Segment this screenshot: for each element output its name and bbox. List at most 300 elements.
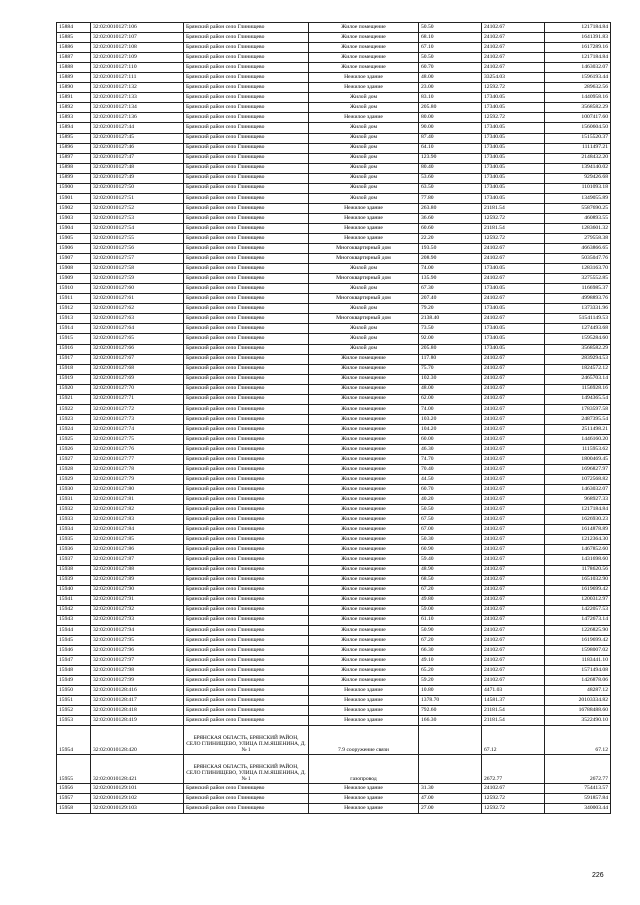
object-type-cell: Нежилое здание bbox=[309, 83, 419, 93]
object-type-cell: Жилое помещение bbox=[309, 63, 419, 73]
unit-price-cell: 17340.05 bbox=[482, 193, 545, 203]
cadastral-value-cell: 1226825.90 bbox=[545, 625, 611, 635]
address-cell: Брянский район село Глинищево bbox=[184, 394, 309, 404]
area-cell: 68.10 bbox=[419, 33, 482, 43]
unit-price-cell: 12592.72 bbox=[482, 213, 545, 223]
area-cell: 90.00 bbox=[419, 123, 482, 133]
table-row bbox=[57, 575, 611, 585]
row-number-cell: 15944 bbox=[57, 625, 91, 635]
object-type-cell: Жилой дом bbox=[309, 163, 419, 173]
area-cell: 65.20 bbox=[419, 666, 482, 676]
cadastral-number-cell: 32:02:0010127:94 bbox=[91, 625, 184, 635]
row-number-cell: 15942 bbox=[57, 605, 91, 615]
area-cell: 193.50 bbox=[419, 244, 482, 254]
cadastral-number-cell: 32:02:0010127:98 bbox=[91, 666, 184, 676]
area-cell: 74.70 bbox=[419, 455, 482, 465]
area-cell: 60.90 bbox=[419, 545, 482, 555]
address-cell: Брянский район село Глинищево bbox=[184, 666, 309, 676]
unit-price-cell: 17340.05 bbox=[482, 123, 545, 133]
unit-price-cell: 24102.67 bbox=[482, 404, 545, 414]
area-cell: 50.90 bbox=[419, 625, 482, 635]
table-row bbox=[57, 545, 611, 555]
address-cell: Брянский район село Глинищево bbox=[184, 364, 309, 374]
table-row bbox=[57, 666, 611, 676]
area-cell: 67.10 bbox=[419, 43, 482, 53]
object-type-cell: Жилое помещение bbox=[309, 23, 419, 33]
row-number-cell: 15905 bbox=[57, 233, 91, 243]
cadastral-number-cell: 32:02:0010127:84 bbox=[91, 525, 184, 535]
object-type-cell: Жилой дом bbox=[309, 133, 419, 143]
object-type-cell: Жилое помещение bbox=[309, 354, 419, 364]
unit-price-cell: 17340.05 bbox=[482, 304, 545, 314]
cadastral-number-cell: 32:02:0010127:91 bbox=[91, 595, 184, 605]
address-cell: Брянский район село Глинищево bbox=[184, 635, 309, 645]
cadastral-number-cell: 32:02:0010127:71 bbox=[91, 394, 184, 404]
cadastral-number-cell: 32:02:0010127:51 bbox=[91, 193, 184, 203]
cadastral-value-cell: 1217184.84 bbox=[545, 23, 611, 33]
cadastral-number-cell: 32:02:0010127:92 bbox=[91, 605, 184, 615]
cadastral-number-cell: 32:02:0010127:95 bbox=[91, 635, 184, 645]
object-type-cell: Нежилое здание bbox=[309, 73, 419, 83]
table-row bbox=[57, 284, 611, 294]
table-row bbox=[57, 404, 611, 414]
unit-price-cell: 24102.67 bbox=[482, 565, 545, 575]
table-row bbox=[57, 133, 611, 143]
table-row bbox=[57, 726, 611, 755]
object-type-cell: Жилой дом bbox=[309, 193, 419, 203]
unit-price-cell: 12592.72 bbox=[482, 83, 545, 93]
unit-price-cell: 24102.67 bbox=[482, 274, 545, 284]
table-row bbox=[57, 334, 611, 344]
object-type-cell: Жилое помещение bbox=[309, 655, 419, 665]
row-number-cell: 15920 bbox=[57, 384, 91, 394]
address-cell: Брянский район село Глинищево bbox=[184, 804, 309, 814]
unit-price-cell: 24102.67 bbox=[482, 575, 545, 585]
table-row bbox=[57, 625, 611, 635]
unit-price-cell: 2672.77 bbox=[482, 755, 545, 784]
cadastral-number-cell: 32:02:0010127:99 bbox=[91, 676, 184, 686]
cadastral-value-cell: 1111497.21 bbox=[545, 143, 611, 153]
table-row bbox=[57, 304, 611, 314]
address-cell: Брянский район село Глинищево bbox=[184, 304, 309, 314]
address-cell: Брянский район село Глинищево bbox=[184, 465, 309, 475]
object-type-cell: Жилое помещение bbox=[309, 384, 419, 394]
cadastral-number-cell: 32:02:0010127:65 bbox=[91, 334, 184, 344]
unit-price-cell: 21181.54 bbox=[482, 706, 545, 716]
row-number-cell: 15940 bbox=[57, 585, 91, 595]
cadastral-number-cell: 32:02:0010127:93 bbox=[91, 615, 184, 625]
cadastral-number-cell: 32:02:0010127:59 bbox=[91, 274, 184, 284]
cadastral-value-cell: 1696827.97 bbox=[545, 465, 611, 475]
row-number-cell: 15897 bbox=[57, 153, 91, 163]
page-number: 226 bbox=[592, 872, 604, 879]
cadastral-value-cell: 1217184.84 bbox=[545, 505, 611, 515]
area-cell: 60.70 bbox=[419, 63, 482, 73]
address-cell: Брянский район село Глинищево bbox=[184, 113, 309, 123]
object-type-cell: Жилой дом bbox=[309, 334, 419, 344]
object-type-cell: Жилое помещение bbox=[309, 535, 419, 545]
area-cell: 60.00 bbox=[419, 434, 482, 444]
object-type-cell: Многоквартирный дом bbox=[309, 314, 419, 324]
row-number-cell: 15941 bbox=[57, 595, 91, 605]
area-cell: 60.60 bbox=[419, 223, 482, 233]
row-number-cell: 15935 bbox=[57, 535, 91, 545]
object-type-cell: 7.9 сооружение связи bbox=[309, 726, 419, 755]
object-type-cell: Жилое помещение bbox=[309, 475, 419, 485]
cadastral-number-cell: 32:02:0010127:109 bbox=[91, 53, 184, 63]
unit-price-cell: 24102.67 bbox=[482, 374, 545, 384]
area-cell: 87.40 bbox=[419, 133, 482, 143]
unit-price-cell: 12592.72 bbox=[482, 794, 545, 804]
unit-price-cell: 24102.67 bbox=[482, 384, 545, 394]
table-row bbox=[57, 676, 611, 686]
table-row bbox=[57, 63, 611, 73]
cadastral-number-cell: 32:02:0010129:101 bbox=[91, 784, 184, 794]
cadastral-number-cell: 32:02:0010127:44 bbox=[91, 123, 184, 133]
unit-price-cell: 24102.67 bbox=[482, 635, 545, 645]
cadastral-number-cell: 32:02:0010127:97 bbox=[91, 655, 184, 665]
cadastral-value-cell: 1446160.20 bbox=[545, 434, 611, 444]
cadastral-value-cell: 1422057.53 bbox=[545, 605, 611, 615]
unit-price-cell: 24102.67 bbox=[482, 645, 545, 655]
table-row bbox=[57, 475, 611, 485]
table-row bbox=[57, 635, 611, 645]
row-number-cell: 15908 bbox=[57, 264, 91, 274]
area-cell: 36.60 bbox=[419, 213, 482, 223]
cadastral-value-cell: 1472673.14 bbox=[545, 615, 611, 625]
table-row bbox=[57, 535, 611, 545]
address-cell: Брянский район село Глинищево bbox=[184, 475, 309, 485]
cadastral-number-cell: 32:02:0010127:47 bbox=[91, 153, 184, 163]
table-row bbox=[57, 264, 611, 274]
unit-price-cell: 17340.05 bbox=[482, 103, 545, 113]
address-cell: Брянский район село Глинищево bbox=[184, 173, 309, 183]
table-row bbox=[57, 324, 611, 334]
unit-price-cell: 21181.54 bbox=[482, 716, 545, 726]
object-type-cell: Нежилое здание bbox=[309, 696, 419, 706]
area-cell: 59.20 bbox=[419, 676, 482, 686]
unit-price-cell: 24102.67 bbox=[482, 676, 545, 686]
row-number-cell: 15952 bbox=[57, 706, 91, 716]
address-cell: Брянский район село Глинищево bbox=[184, 314, 309, 324]
object-type-cell: Нежилое здание bbox=[309, 804, 419, 814]
row-number-cell: 15932 bbox=[57, 505, 91, 515]
row-number-cell: 15919 bbox=[57, 374, 91, 384]
cadastral-number-cell: 32:02:0010129:102 bbox=[91, 794, 184, 804]
cadastral-value-cell: 3275552.85 bbox=[545, 274, 611, 284]
area-cell: 59.40 bbox=[419, 555, 482, 565]
area-cell: 31.30 bbox=[419, 784, 482, 794]
unit-price-cell: 24102.67 bbox=[482, 625, 545, 635]
cadastral-number-cell: 32:02:0010129:103 bbox=[91, 804, 184, 814]
object-type-cell: Многоквартирный дом bbox=[309, 294, 419, 304]
cadastral-number-cell: 32:02:0010127:56 bbox=[91, 244, 184, 254]
row-number-cell: 15909 bbox=[57, 274, 91, 284]
cadastral-number-cell: 32:02:0010127:46 bbox=[91, 143, 184, 153]
area-cell: 207.40 bbox=[419, 294, 482, 304]
address-cell: Брянский район село Глинищево bbox=[184, 706, 309, 716]
area-cell: 64.10 bbox=[419, 143, 482, 153]
area-cell: 2138.40 bbox=[419, 314, 482, 324]
object-type-cell: Жилое помещение bbox=[309, 515, 419, 525]
object-type-cell: Многоквартирный дом bbox=[309, 274, 419, 284]
cadastral-value-cell: 1783597.58 bbox=[545, 404, 611, 414]
object-type-cell: Жилое помещение bbox=[309, 525, 419, 535]
unit-price-cell: 24102.67 bbox=[482, 364, 545, 374]
table-row bbox=[57, 23, 611, 33]
cadastral-value-cell: 2672.77 bbox=[545, 755, 611, 784]
cadastral-value-cell: 279558.38 bbox=[545, 233, 611, 243]
cadastral-value-cell: 16788488.60 bbox=[545, 706, 611, 716]
table-row bbox=[57, 605, 611, 615]
table-row bbox=[57, 374, 611, 384]
address-cell: Брянский район село Глинищево bbox=[184, 284, 309, 294]
table-row bbox=[57, 585, 611, 595]
object-type-cell: Жилой дом bbox=[309, 284, 419, 294]
area-cell: 50.50 bbox=[419, 505, 482, 515]
row-number-cell: 15930 bbox=[57, 485, 91, 495]
address-cell: Брянский район село Глинищево bbox=[184, 645, 309, 655]
area-cell: 61.10 bbox=[419, 615, 482, 625]
table-row bbox=[57, 384, 611, 394]
cadastral-value-cell: 1614878.89 bbox=[545, 525, 611, 535]
row-number-cell: 15929 bbox=[57, 475, 91, 485]
unit-price-cell: 24102.67 bbox=[482, 655, 545, 665]
area-cell: 79.20 bbox=[419, 304, 482, 314]
object-type-cell: Нежилое здание bbox=[309, 716, 419, 726]
object-type-cell: Жилой дом bbox=[309, 304, 419, 314]
object-type-cell: Жилое помещение bbox=[309, 465, 419, 475]
cadastral-value-cell: 1800469.45 bbox=[545, 455, 611, 465]
table-row bbox=[57, 414, 611, 424]
cadastral-number-cell: 32:02:0010128:419 bbox=[91, 716, 184, 726]
cadastral-value-cell: 1515520.37 bbox=[545, 133, 611, 143]
address-cell: Брянский район село Глинищево bbox=[184, 716, 309, 726]
unit-price-cell: 12592.72 bbox=[482, 113, 545, 123]
table-row bbox=[57, 233, 611, 243]
unit-price-cell: 24102.67 bbox=[482, 595, 545, 605]
object-type-cell: Многоквартирный дом bbox=[309, 244, 419, 254]
table-row bbox=[57, 73, 611, 83]
table-row bbox=[57, 804, 611, 814]
area-cell: 66.30 bbox=[419, 645, 482, 655]
unit-price-cell: 17340.05 bbox=[482, 143, 545, 153]
cadastral-value-cell: 1641391.83 bbox=[545, 33, 611, 43]
object-type-cell: Жилое помещение bbox=[309, 615, 419, 625]
table-row bbox=[57, 123, 611, 133]
area-cell: 80.40 bbox=[419, 163, 482, 173]
row-number-cell: 15928 bbox=[57, 465, 91, 475]
unit-price-cell: 12592.72 bbox=[482, 233, 545, 243]
row-number-cell: 15936 bbox=[57, 545, 91, 555]
object-type-cell: Жилое помещение bbox=[309, 404, 419, 414]
row-number-cell: 15895 bbox=[57, 133, 91, 143]
cadastral-value-cell: 2465703.14 bbox=[545, 374, 611, 384]
area-cell: 59.00 bbox=[419, 605, 482, 615]
object-type-cell: Жилой дом bbox=[309, 183, 419, 193]
area-cell: 83.10 bbox=[419, 93, 482, 103]
object-type-cell: Нежилое здание bbox=[309, 706, 419, 716]
area-cell: 68.50 bbox=[419, 575, 482, 585]
cadastral-number-cell: 32:02:0010127:111 bbox=[91, 73, 184, 83]
row-number-cell: 15906 bbox=[57, 244, 91, 254]
row-number-cell: 15953 bbox=[57, 716, 91, 726]
object-type-cell: Нежилое здание bbox=[309, 784, 419, 794]
cadastral-value-cell: 1463032.07 bbox=[545, 485, 611, 495]
unit-price-cell: 21181.54 bbox=[482, 203, 545, 213]
address-cell: Брянский район село Глинищево bbox=[184, 455, 309, 465]
area-cell: 46.30 bbox=[419, 444, 482, 454]
unit-price-cell: 17340.05 bbox=[482, 264, 545, 274]
unit-price-cell: 17340.05 bbox=[482, 163, 545, 173]
unit-price-cell: 17340.05 bbox=[482, 183, 545, 193]
row-number-cell: 15907 bbox=[57, 254, 91, 264]
row-number-cell: 15901 bbox=[57, 193, 91, 203]
unit-price-cell: 24102.67 bbox=[482, 53, 545, 63]
address-cell: Брянский район село Глинищево bbox=[184, 103, 309, 113]
area-cell: 27.00 bbox=[419, 804, 482, 814]
row-number-cell: 15903 bbox=[57, 213, 91, 223]
cadastral-number-cell: 32:02:0010127:76 bbox=[91, 444, 184, 454]
cadastral-value-cell: 3522490.10 bbox=[545, 716, 611, 726]
cadastral-number-cell: 32:02:0010127:80 bbox=[91, 485, 184, 495]
object-type-cell: Жилое помещение bbox=[309, 495, 419, 505]
area-cell: 48.00 bbox=[419, 73, 482, 83]
table-row bbox=[57, 696, 611, 706]
address-cell: Брянский район село Глинищево bbox=[184, 545, 309, 555]
area-cell: 23.00 bbox=[419, 83, 482, 93]
cadastral-value-cell: 1596193.44 bbox=[545, 73, 611, 83]
address-cell: Брянский район село Глинищево bbox=[184, 274, 309, 284]
table-row bbox=[57, 153, 611, 163]
object-type-cell: Нежилое здание bbox=[309, 223, 419, 233]
area-cell: 40.20 bbox=[419, 495, 482, 505]
cadastral-value-cell: 1183441.10 bbox=[545, 655, 611, 665]
row-number-cell: 15918 bbox=[57, 364, 91, 374]
cadastral-value-cell: 1283601.32 bbox=[545, 223, 611, 233]
cadastral-value-cell: 1626930.23 bbox=[545, 515, 611, 525]
cadastral-value-cell: 1217184.84 bbox=[545, 53, 611, 63]
cadastral-number-cell: 32:02:0010127:55 bbox=[91, 233, 184, 243]
table-row bbox=[57, 706, 611, 716]
address-cell: Брянский район село Глинищево bbox=[184, 183, 309, 193]
address-cell: Брянский район село Глинищево bbox=[184, 384, 309, 394]
area-cell: 53.60 bbox=[419, 173, 482, 183]
row-number-cell: 15927 bbox=[57, 455, 91, 465]
object-type-cell: Жилой дом bbox=[309, 344, 419, 354]
cadastral-number-cell: 32:02:0010127:63 bbox=[91, 314, 184, 324]
cadastral-number-cell: 32:02:0010127:69 bbox=[91, 374, 184, 384]
row-number-cell: 15896 bbox=[57, 143, 91, 153]
area-cell: 50.30 bbox=[419, 535, 482, 545]
object-type-cell: Жилое помещение bbox=[309, 455, 419, 465]
cadastral-value-cell: 1571494.08 bbox=[545, 666, 611, 676]
address-cell: Брянский район село Глинищево bbox=[184, 334, 309, 344]
area-cell: 44.50 bbox=[419, 475, 482, 485]
cadastral-number-cell: 32:02:0010127:96 bbox=[91, 645, 184, 655]
cadastral-value-cell: 1619699.42 bbox=[545, 635, 611, 645]
cadastral-value-cell: 1619699.42 bbox=[545, 585, 611, 595]
object-type-cell: газопровод bbox=[309, 755, 419, 784]
address-cell: Брянский район село Глинищево bbox=[184, 444, 309, 454]
unit-price-cell: 17340.05 bbox=[482, 173, 545, 183]
table-row bbox=[57, 254, 611, 264]
address-cell: Брянский район село Глинищево bbox=[184, 784, 309, 794]
object-type-cell: Жилое помещение bbox=[309, 424, 419, 434]
unit-price-cell: 24102.67 bbox=[482, 394, 545, 404]
unit-price-cell: 24102.67 bbox=[482, 784, 545, 794]
address-cell: Брянский район село Глинищево bbox=[184, 123, 309, 133]
cadastral-value-cell: 1178620.56 bbox=[545, 565, 611, 575]
address-cell: Брянский район село Глинищево bbox=[184, 696, 309, 706]
row-number-cell: 15894 bbox=[57, 123, 91, 133]
address-cell: Брянский район село Глинищево bbox=[184, 193, 309, 203]
area-cell: 50.50 bbox=[419, 53, 482, 63]
cadastral-value-cell: 1274493.68 bbox=[545, 324, 611, 334]
address-cell: Брянский район село Глинищево bbox=[184, 625, 309, 635]
table-row bbox=[57, 686, 611, 696]
unit-price-cell: 24102.67 bbox=[482, 294, 545, 304]
row-number-cell: 15887 bbox=[57, 53, 91, 63]
table-row bbox=[57, 495, 611, 505]
table-row bbox=[57, 314, 611, 324]
address-cell: Брянский район село Глинищево bbox=[184, 565, 309, 575]
unit-price-cell: 24102.67 bbox=[482, 444, 545, 454]
cadastral-value-cell: 1824572.12 bbox=[545, 364, 611, 374]
cadastral-number-cell: 32:02:0010127:62 bbox=[91, 304, 184, 314]
cadastral-value-cell: 1115953.62 bbox=[545, 444, 611, 454]
address-cell: Брянский район село Глинищево bbox=[184, 254, 309, 264]
unit-price-cell: 17340.05 bbox=[482, 344, 545, 354]
object-type-cell: Жилое помещение bbox=[309, 625, 419, 635]
row-number-cell: 15958 bbox=[57, 804, 91, 814]
row-number-cell: 15911 bbox=[57, 294, 91, 304]
area-cell: 67.20 bbox=[419, 585, 482, 595]
unit-price-cell: 24102.67 bbox=[482, 43, 545, 53]
table-row bbox=[57, 344, 611, 354]
cadastral-number-cell: 32:02:0010128:421 bbox=[91, 755, 184, 784]
row-number-cell: 15921 bbox=[57, 394, 91, 404]
cadastral-number-cell: 32:02:0010127:53 bbox=[91, 213, 184, 223]
cadastral-value-cell: 968927.33 bbox=[545, 495, 611, 505]
row-number-cell: 15900 bbox=[57, 183, 91, 193]
table-row bbox=[57, 294, 611, 304]
unit-price-cell: 24102.67 bbox=[482, 535, 545, 545]
table-row bbox=[57, 364, 611, 374]
address-cell: Брянский район село Глинищево bbox=[184, 434, 309, 444]
unit-price-cell: 24102.67 bbox=[482, 495, 545, 505]
cadastral-number-cell: 32:02:0010127:67 bbox=[91, 354, 184, 364]
unit-price-cell: 17340.05 bbox=[482, 284, 545, 294]
address-cell: Брянский район село Глинищево bbox=[184, 354, 309, 364]
address-cell: Брянский район село Глинищево bbox=[184, 495, 309, 505]
unit-price-cell: 24102.67 bbox=[482, 414, 545, 424]
cadastral-value-cell: 20103334.82 bbox=[545, 696, 611, 706]
object-type-cell: Жилое помещение bbox=[309, 595, 419, 605]
row-number-cell: 15915 bbox=[57, 334, 91, 344]
row-number-cell: 15893 bbox=[57, 113, 91, 123]
address-cell: Брянский район село Глинищево bbox=[184, 794, 309, 804]
address-cell: Брянский район село Глинищево bbox=[184, 244, 309, 254]
cadastral-number-cell: 32:02:0010127:52 bbox=[91, 203, 184, 213]
area-cell: 102.30 bbox=[419, 374, 482, 384]
address-cell: Брянский район село Глинищево bbox=[184, 63, 309, 73]
address-cell: Брянский район село Глинищево bbox=[184, 414, 309, 424]
address-cell: Брянский район село Глинищево bbox=[184, 485, 309, 495]
cadastral-number-cell: 32:02:0010127:61 bbox=[91, 294, 184, 304]
cadastral-number-cell: 32:02:0010127:58 bbox=[91, 264, 184, 274]
cadastral-number-cell: 32:02:0010127:79 bbox=[91, 475, 184, 485]
